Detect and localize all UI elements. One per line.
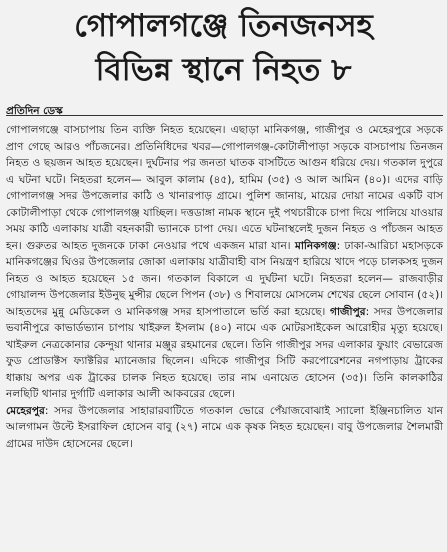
article-text-meherpur: : সদর উপজেলার সাহারারবাটিতে গতকাল ভোরে পেঁয়াজবোঝাই স্যালো ইঞ্জিনচালিত যান আলগামন উল্টে ইসরাফিল হোসেন বাবু (২৭) নামে এক কৃষক নিহত হয়েছেন। বাবু উপজেলার শৈলমারী গ্রামের দাউদ হোসেনের ছেলে। — [6, 404, 443, 450]
article-text-intro: গোপালগঞ্জে বাসচাপায় তিন ব্যক্তি নিহত হয়েছেন। এছাড়া মানিকগঞ্জ, গাজীপুর ও মেহেরপুরে সড়কে প্রাণ গেছে আরও পাঁচজনের। প্রতিনিধিদের খবর—গোপালগঞ্জ-কোটালীপাড়া সড়কে বাসচাপায় তিনজন নিহত ও ছয়জন আহত হয়েছেন। দুর্ঘটনার পর জনতা ঘাতক বাসটিতে আগুন ধরিয়ে দেয়। গতকাল দুপুরে এ ঘটনা ঘটে। নিহতরা হলেন— আবুল কালাম (৪৫), হামিম (৩৫) ও আল আমিন (৪০)। এদের বাড়ি গোপালগঞ্জ সদর উপজেলার কাঠি ও খানারপাড় গ্রামে। পুলিশ জানায়, মায়ের দোয়া নামের একটি বাস কোটালীপাড়া থেকে গোপালগঞ্জ যাচ্ছিল। দত্তডাঙ্গা নামক স্থানে দুই পথচারীকে চাপা দিয়ে পালিয়ে যাওয়ার সময় কাঠি এলাকায় যাত্রী বহনকারী ভ্যানকে চাপা দেয়। এতে ঘটনাস্থলেই দুজন নিহত ও পাঁচজন আহত হন। গুরুতর আহত দুজনকে ঢাকা নেওয়ার পথে একজন মারা যান। — [6, 124, 443, 252]
byline-rule — [6, 115, 443, 116]
article-body — [6, 122, 443, 452]
article-text-gazipur: : সদর উপজেলার ভবানীপুরে কাভার্ডভ্যান চাপায় খাইরুল ইসলাম (৪০) নামে এক মোটরসাইকেল আরোহীর মৃত্যু হয়েছে। খাইরুল নেত্রকোনার কেন্দুয়া থানার মঞ্জুর রহমানের ছেলে। তিনি গাজীপুর সদর এলাকার ফুয়াং বেভারেজ ফুড প্রোডাক্টস ফ্যাক্টরির ম্যানেজার ছিলেন। এদিকে গাজীপুর সিটি করপোরেশনের নগপাড়ায় ট্রাকের ধাক্কায় অপর এক ট্রাকের চালক নিহত হয়েছে। তার নাম এনায়েত হোসেন (৩৫)। তিনি কালকাঠির নলছিটি থানার দুর্গাটি এলাকার আলী আকবরের ছেলে। — [6, 305, 443, 400]
district-keyword-gazipur: গাজীপুর — [330, 305, 366, 318]
article-paragraph-meherpur — [6, 403, 443, 453]
headline-line-1: গোপালগঞ্জে তিনজনসহ — [74, 8, 373, 44]
district-keyword-manikganj: মানিকগঞ্জ — [294, 239, 337, 252]
byline: প্রতিদিন ডেস্ক — [6, 105, 63, 117]
headline-line-2: বিভিন্ন স্থানে নিহত ৮ — [95, 52, 352, 88]
article-text-manikganj: : ঢাকা-আরিচা মহাসড়কে মানিকগঞ্জের ঘিওর উপজেলার জোকা এলাকায় যাত্রীবাহী বাস নিয়ন্ত্রণ হারিয়ে খাদে পড়ে চালকসহ দুজন নিহত ও আহত হয়েছেন ১৫ জন। গতকাল বিকালে এ দুর্ঘটনা ঘটে। নিহতরা হলেন— রাজবাড়ীর গোয়ালন্দ উপজেলার ইউনুছ মুন্সীর ছেলে পিপন (৩৮) ও শিবালয়ে মোসলেম শেখের ছেলে সোবান (৫২)। আহতদের মুন্নু মেডিকেল ও মানিকগঞ্জ সদর হাসপাতালে ভর্তি করা হয়েছে। — [6, 239, 443, 318]
byline-row — [6, 99, 443, 115]
headline — [0, 4, 447, 92]
article-paragraph — [6, 122, 443, 403]
district-keyword-meherpur: মেহেরপুর — [6, 404, 45, 417]
